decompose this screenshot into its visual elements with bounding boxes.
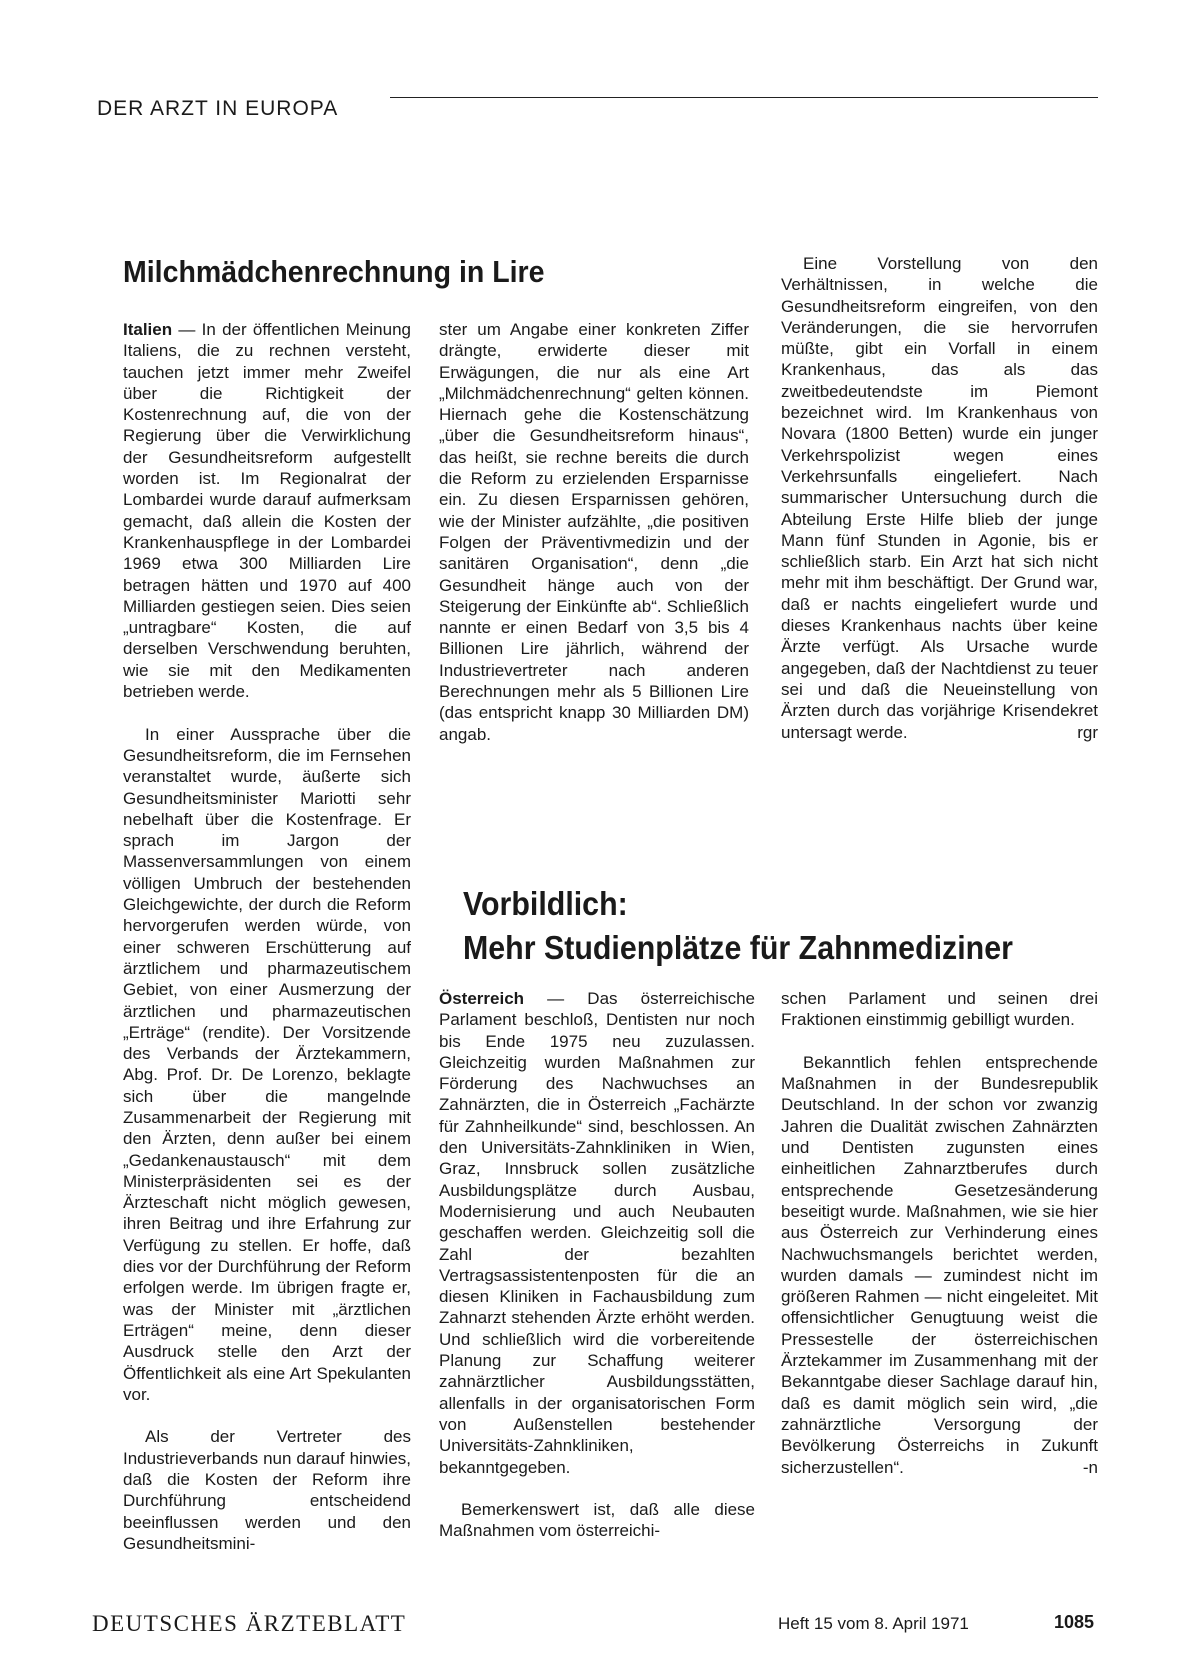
article2-title-line-1: Vorbildlich: [463, 885, 628, 922]
article1-paragraph [781, 253, 1098, 743]
article2-title [463, 882, 1013, 970]
article2-paragraph: Bemerkenswert ist, daß alle diese Maßnahmen vom österreichi- [439, 1500, 755, 1541]
article1-paragraph: In einer Aussprache über die Gesundheitsreform, die im Fernsehen veranstaltet wurde, äußerte sich Gesundheitsminister Mariotti sehr nebelhaft über die Kostenfrage. Er sprach im Jargon der Massenversammlungen von einem völligen Umbruch der bestehenden Gleichgewichte, der durch die Reform hervorgerufen werden würde, von einer schweren Erschütterung auf ärztlichem und pharmazeutischem Gebiet, von einer Ausmerzung der ärztlichen und pharmazeutischen „Erträge“ (rendite). Der Vorsitzende des Verbands der Ärztekammern, Abg. Prof. Dr. De Lorenzo, beklagte sich über die mangelnde Zusammenarbeit der Regierung mit den Ärzten, denn außer bei einem „Gedankenaustausch“ mit dem Ministerpräsidenten sei es der Ärzteschaft nicht möglich gewesen, ihren Beitrag und ihre Erfahrung zur Verfügung zu stellen. Er hoffe, daß dies vor der Durchführung der Reform erfolgen werde. Im übrigen fragte er, was der Minister mit „ärztlichen Erträgen“ meine, denn dieser Ausdruck stelle den Arzt der Öffentlichkeit als eine Art Spekulanten vor. [123, 724, 411, 1404]
article1-signature: rgr [1077, 722, 1098, 742]
article1-column-2 [439, 319, 749, 745]
article1-paragraph: Als der Vertreter des Industrieverbands nun darauf hinwies, daß die Kosten der Reform ihre Durchführung entscheidend beeinflussen werden und den Gesundheitsmini- [123, 1427, 411, 1553]
article1-title: Milchmädchenrechnung in Lire [123, 254, 545, 289]
article2-column-1 [439, 988, 755, 1542]
article1-paragraph [123, 319, 411, 702]
footer-issue: Heft 15 vom 8. April 1971 [778, 1614, 969, 1633]
article2-paragraph-text: Bekanntlich fehlen entsprechende Maßnahmen in der Bundesrepublik Deutschland. In der schon vor zwanzig Jahren die Dualität zwischen Zahnärzten und Dentisten zugunsten eines einheitlichen Zahnarztberufes durch entsprechende Gesetzesänderung beseitigt wurde. Maßnahmen, wie sie hier aus Österreich zur Verhinderung eines Nachwuchsmangels berichtet werden, wurden damals — zumindest nicht im größeren Rahmen — nicht eingeleitet. Mit offensichtlicher Genugtuung weist die Pressestelle der österreichischen Ärztekammer im Zusammenhang mit der Bekanntgabe dieser Sachlage darauf hin, daß es damit möglich sein wird, „die zahnärztliche Versorgung der Bevölkerung Österreichs in Zukunft sicherzustellen“. [781, 1052, 1098, 1477]
article1-paragraph-text: Eine Vorstellung von den Verhältnissen, in welche die Gesundheitsreform eingreifen, von den Veränderungen, die sie hervorrufen müßte, gibt ein Vorfall in einem Krankenhaus, das als das zweitbedeutendste im Piemont bezeichnet wird. Im Krankenhaus von Novara (1800 Betten) wurde ein junger Verkehrspolizist wegen eines Verkehrsunfalls eingeliefert. Nach summarischer Untersuchung durch die Abteilung Erste Hilfe blieb der junge Mann fünf Stunden in Agonie, bis er schließlich starb. Ein Arzt hat sich nicht mehr mit ihm beschäftigt. Der Grund war, daß er nachts eingeliefert wurde und dieses Krankenhaus nachts über keine Ärzte verfügt. Als Ursache wurde angegeben, daß der Nachtdienst zu teuer sei und daß die Neueinstellung von Ärzten durch das vorjährige Krisendekret untersagt werde. [781, 254, 1098, 742]
article1-paragraph: ster um Angabe einer konkreten Ziffer drängte, erwiderte dieser mit Erwägungen, die nur als eine Art „Milchmädchenrechnung“ gelten können. Hiernach gehe die Kostenschätzung „über die Gesundheitsreform hinaus“, das heißt, sie rechne bereits die durch die Reform zu erzielenden Ersparnisse ein. Zu diesen Ersparnissen gehören, wie der Minister aufzählte, „die positiven Folgen der Präventivmedizin und der sanitären Organisation“, denn „die Gesundheit hänge auch von der Steigerung der Einkünfte ab“. Schließlich nannte er einen Bedarf von 3,5 bis 4 Billionen Lire jährlich, während der Industrievertreter nach anderen Berechnungen mehr als 5 Billionen Lire (das entspricht knapp 30 Milliarden DM) angab. [439, 320, 749, 744]
header-rule [390, 97, 1098, 98]
footer-masthead: DEUTSCHES ÄRZTEBLATT [92, 1611, 407, 1636]
article2-paragraph [781, 1052, 1098, 1478]
article2-paragraph: schen Parlament und seinen drei Fraktionen einstimmig gebilligt wurden. [781, 989, 1098, 1030]
article2-column-2 [781, 988, 1098, 1478]
article2-title-line-2: Mehr Studienplätze für Zahnmediziner [463, 929, 1013, 966]
article1-column-3 [781, 253, 1098, 743]
article2-paragraph [439, 988, 755, 1478]
article2-lead: Österreich [439, 989, 525, 1008]
section-label: DER ARZT IN EUROPA [97, 97, 339, 120]
article1-paragraph-text: — In der öffentlichen Meinung Italiens, die zu rechnen versteht, tauchen jetzt immer mehr Zweifel über die Richtigkeit der Kostenrechnung auf, die von der Regierung über die Verwirklichung der Gesundheitsreform aufgestellt worden ist. Im Regionalrat der Lombardei wurde darauf aufmerksam gemacht, daß allein die Kosten der Krankenhauspflege in der Lombardei 1969 etwa 300 Milliarden Lire betragen hätten und 1970 auf 400 Milliarden gestiegen seien. Dies seien „untragbare“ Kosten, die auf derselben Verschwendung beruhten, wie sie mit den Medikamenten betrieben werde. [123, 320, 411, 702]
article1-column-1 [123, 319, 411, 1554]
article2-paragraph-text: — Das österreichische Parlament beschloß, Dentisten nur noch bis Ende 1975 neu zuzulassen. Gleichzeitig wurden Maßnahmen zur Förderung des Nachwuchses an Zahnärzten, die in Österreich „Fachärzte für Zahnheilkunde“ sind, beschlossen. An den Universitäts-Zahnkliniken in Wien, Graz, Innsbruck sollen zusätzliche Ausbildungsplätze durch Ausbau, Modernisierung und auch Neubauten geschaffen werden. Gleichzeitig soll die Zahl der bezahlten Vertragsassistentenposten für die an diesen Kliniken in Fachausbildung zum Zahnarzt stehenden Ärzte erhöht werden. Und schließlich wird die vorbereitende Planung zur Schaffung weiterer zahnärztlicher Ausbildungsstätten, allenfalls in der organisatorischen Form von Außenstellen bestehender Universitäts-Zahnkliniken, bekanntgegeben. [439, 989, 755, 1477]
article1-lead: Italien [123, 320, 173, 339]
article2-signature: -n [1082, 1457, 1098, 1477]
footer-page-number: 1085 [1054, 1612, 1095, 1632]
